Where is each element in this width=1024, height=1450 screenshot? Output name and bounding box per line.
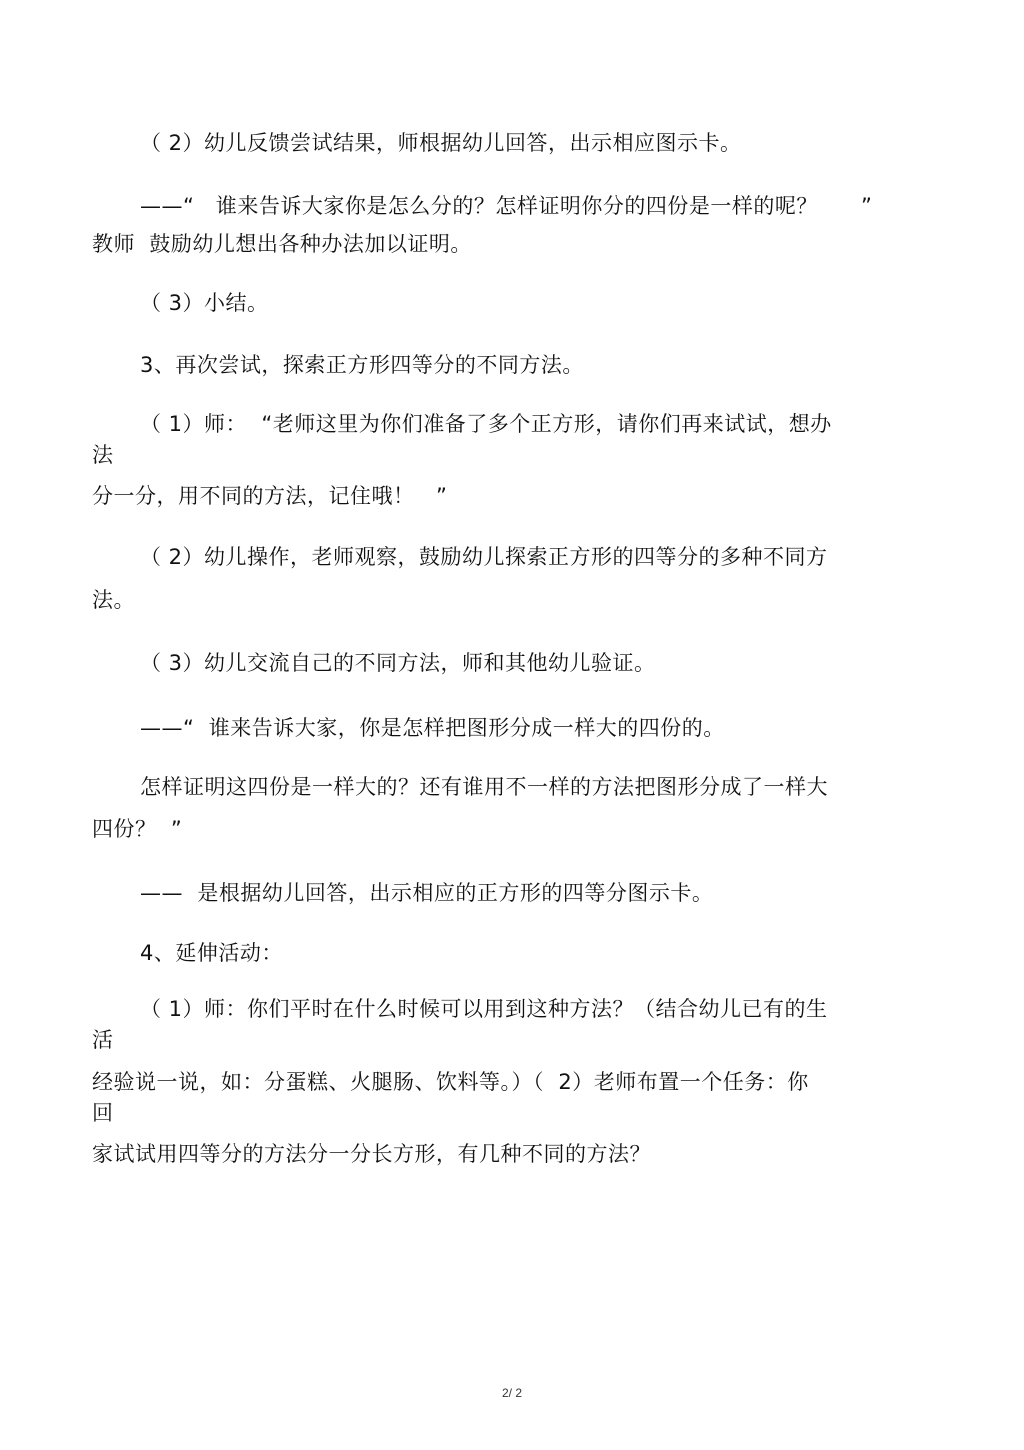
text-line: 法 xyxy=(92,443,114,467)
text-line: （ 1）师： “老师这里为你们准备了多个正方形，请你们再来试试，想办 xyxy=(140,412,832,436)
text-line: （ 2）幼儿反馈尝试结果，师根据幼儿回答，出示相应图示卡。 xyxy=(140,131,742,155)
text-line: （ 2）幼儿操作，老师观察，鼓励幼儿探索正方形的四等分的多种不同方 xyxy=(140,545,828,569)
text-line: —— 是根据幼儿回答，出示相应的正方形的四等分图示卡。 xyxy=(140,881,714,905)
text-line: ——“ 谁来告诉大家，你是怎样把图形分成一样大的四份的。 xyxy=(140,716,725,740)
page-number: 2/ 2 xyxy=(501,1386,522,1400)
text-line: 家试试用四等分的方法分一分长方形，有几种不同的方法？ xyxy=(92,1142,651,1166)
text-line: 法。 xyxy=(92,588,135,612)
text-line: 怎样证明这四份是一样大的？还有谁用不一样的方法把图形分成了一样大 xyxy=(140,775,828,799)
text-line: 回 xyxy=(92,1101,114,1125)
text-line: 分一分，用不同的方法，记住哦！ ” xyxy=(92,484,448,508)
text-line: 3、再次尝试，探索正方形四等分的不同方法。 xyxy=(140,353,584,377)
text-line: ——“ 谁来告诉大家你是怎么分的？怎样证明你分的四份是一样的呢？ ” xyxy=(140,194,873,218)
text-line: （ 3）幼儿交流自己的不同方法，师和其他幼儿验证。 xyxy=(140,651,656,675)
text-line: 活 xyxy=(92,1028,114,1052)
text-line: （ 1）师：你们平时在什么时候可以用到这种方法？（结合幼儿已有的生 xyxy=(140,997,828,1021)
text-line: （ 3）小结。 xyxy=(140,291,269,315)
text-line: 四份？ ” xyxy=(92,817,183,841)
text-line: 教师 鼓励幼儿想出各种办法加以证明。 xyxy=(92,232,472,256)
text-line: 4、延伸活动： xyxy=(140,941,283,965)
text-line: 经验说一说，如：分蛋糕、火腿肠、饮料等。）（ 2）老师布置一个任务：你 xyxy=(92,1070,809,1094)
